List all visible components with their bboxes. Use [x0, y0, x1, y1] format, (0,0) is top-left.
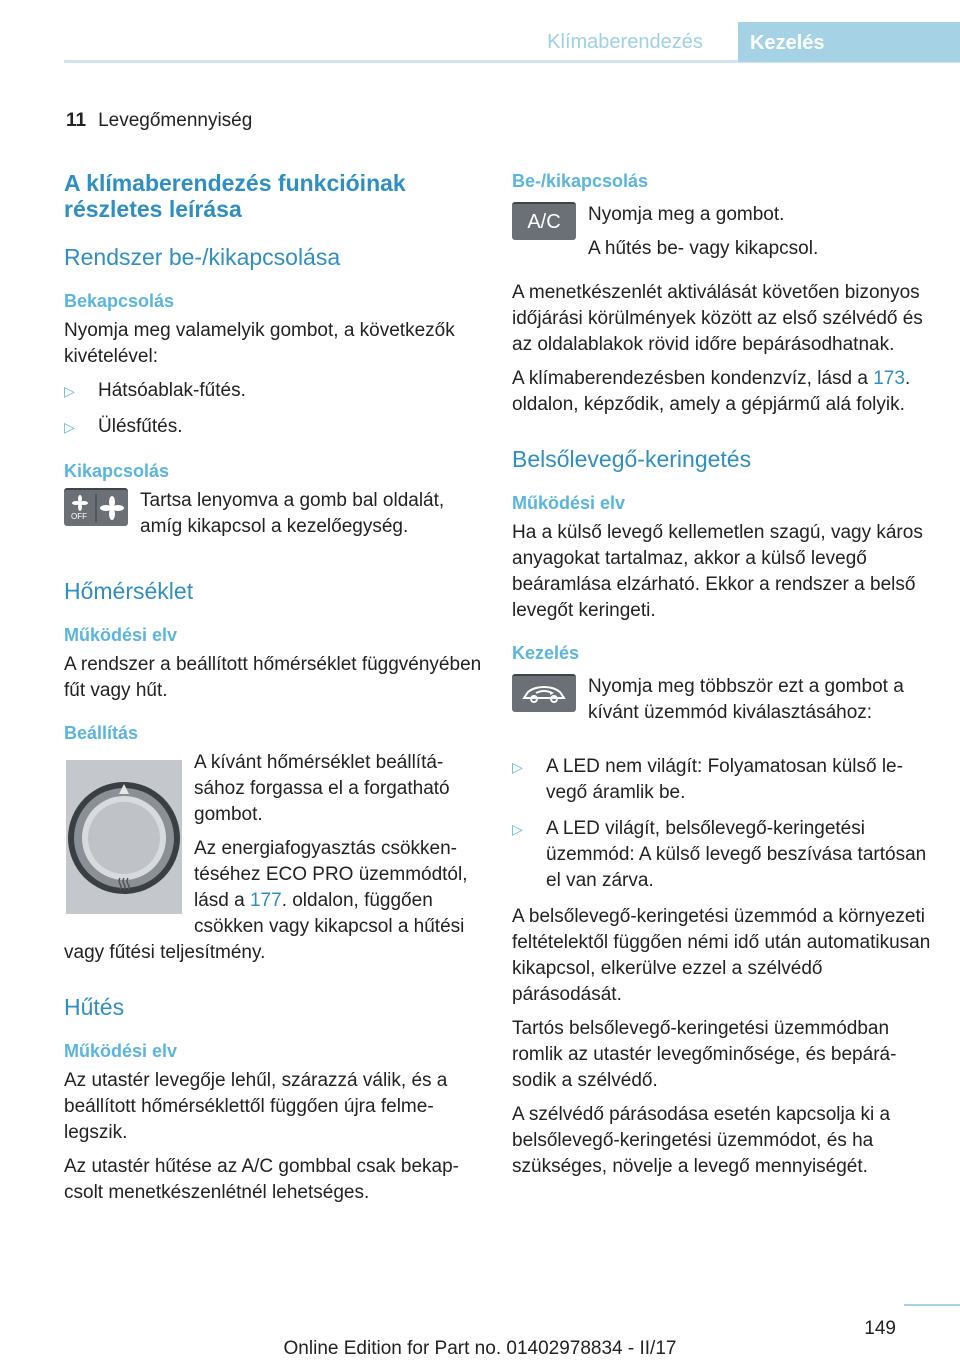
recirc-row: [512, 674, 932, 734]
bullet-triangle-icon: ▷: [64, 383, 75, 399]
temp-setting-p1: A kívánt hőmérséklet beállításához forgassa el a forgatható gombot.: [194, 752, 450, 825]
caption-text: Levegőmennyiség: [98, 110, 253, 131]
heading-temp-setting: Beállítás: [64, 723, 139, 743]
bullet-triangle-icon: ▷: [512, 821, 523, 837]
heading-recirc-operation: Kezelés: [512, 643, 580, 663]
ac-p2: A hűtés be- vagy kikapcsol.: [588, 238, 819, 259]
ac-p4: A klímaberendezésben kondenzvíz, lásd a 173. oldalon, képződik, amely a gépjármű alá folyik.: [512, 368, 911, 415]
temperature-knob-image: [64, 756, 184, 916]
heading-ac-onoff: Be-/kikapcsolás: [512, 171, 649, 191]
header-chapter-tab: Kezelés: [738, 22, 960, 62]
list-item: ▷ Hátsóablak-fűtés.: [64, 378, 484, 404]
figure-caption: [66, 110, 252, 132]
list-item: ▷ A LED világít, belsőlevegő-keringetési üzemmód: A külső levegő beszívása tartósan el van zárva.: [512, 816, 932, 894]
recirculation-button-icon: [512, 674, 576, 712]
heading-temp-principle: Működési elv: [64, 625, 178, 645]
off-fan-button-icon: [64, 488, 128, 526]
bullet-triangle-icon: ▷: [64, 419, 75, 435]
recirc-principle-text: Ha a külső levegő kellemetlen szagú, vagy káros anyagokat tartalmaz, akkor a külső levegő beáramlása elzárható. Ekkor a rendszer a belső levegőt keringeti.: [512, 522, 923, 621]
off-label: OFF: [71, 512, 87, 521]
ac-p3: A menetkészenlét aktiválását követően bizonyos időjárási körülmények között az első szélvédő és az oldalablakok rövid időre bepárásodhatnak.: [512, 282, 923, 355]
recirc-p2: Tartós belsőlevegő-keringetési üzemmódban romlik az utastér levegőminősége, és bepárásodik a szélvédő.: [512, 1018, 897, 1091]
list-item: ▷ Ülésfűtés.: [64, 414, 484, 440]
heading-switch-off: Kikapcsolás: [64, 461, 170, 481]
header-section: Klímaberendezés: [547, 31, 703, 53]
right-column: [512, 170, 932, 1188]
heading-recirculation: Belsőlevegő-keringetés: [512, 446, 752, 472]
cooling-p1: Az utastér levegője lehűl, szárazzá válik, és a beállított hőmérséklettől függően újra felmelegszik.: [64, 1070, 448, 1143]
caption-number: 11: [66, 110, 87, 131]
switch-off-row: [64, 488, 484, 548]
list-item: ▷ A LED nem világít: Folyamatosan külső levegő áramlik be.: [512, 754, 932, 806]
heading-system: Rendszer be-/kikapcsolása: [64, 244, 341, 270]
recirc-p3: A szélvédő párásodása esetén kapcsolja ki a belsőlevegő-keringetési üzemmódot, és ha szükséges, növelje a levegő mennyiségét.: [512, 1104, 891, 1177]
ac-p1: Nyomja meg a gombot.: [588, 204, 785, 225]
page-number: 149: [864, 1318, 896, 1339]
heading-temperature: Hőmérséklet: [64, 578, 194, 604]
page-link-177[interactable]: 177: [249, 890, 282, 911]
switch-off-text: Tartsa lenyomva a gomb bal oldalát, amíg kikapcsol a kezelőegység.: [140, 490, 445, 537]
footer-rule: [904, 1304, 960, 1306]
heading-cool-principle: Működési elv: [64, 1041, 178, 1061]
switch-on-text: Nyomja meg valamelyik gombot, a következők kivételével:: [64, 320, 455, 367]
bullet-triangle-icon: ▷: [512, 759, 523, 775]
temp-setting-block: [64, 750, 484, 974]
section-title: A klímaberendezés funkcióinak részletes leírása: [64, 170, 406, 222]
heading-cooling: Hűtés: [64, 994, 125, 1020]
edition-footer: Online Edition for Part no. 01402978834 - II/17: [283, 1338, 677, 1359]
recirc-p1: A belsőlevegő-keringetési üzemmód a környezeti feltételektől függően némi idő után automatikusan kikapcsol, elkerülve ezzel a szélvédő párásodását.: [512, 906, 931, 1005]
cooling-p2: Az utastér hűtése az A/C gombbal csak bekapcsolt menetkészenlétnél lehetséges.: [64, 1156, 459, 1203]
heading-recirc-principle: Működési elv: [512, 493, 626, 513]
recirc-operation-text: Nyomja meg többször ezt a gombot a kívánt üzemmód kiválasztásához:: [588, 676, 904, 723]
page-link-173[interactable]: 173: [873, 368, 905, 389]
temp-principle-text: A rendszer a beállított hőmérséklet függvényében fűt vagy hűt.: [64, 654, 482, 701]
heading-switch-on: Bekapcsolás: [64, 291, 175, 311]
left-column: [64, 170, 484, 1214]
ac-row: [512, 202, 932, 270]
ac-button-icon: A/C: [512, 202, 576, 240]
temp-setting-p2: Az energiafogyasztás csökkentéséhez ECO PRO üzemmódtól, lásd a 177. oldalon, függően csökken vagy kikapcsol a hűtési vagy fűtési teljesítmény.: [64, 838, 468, 963]
